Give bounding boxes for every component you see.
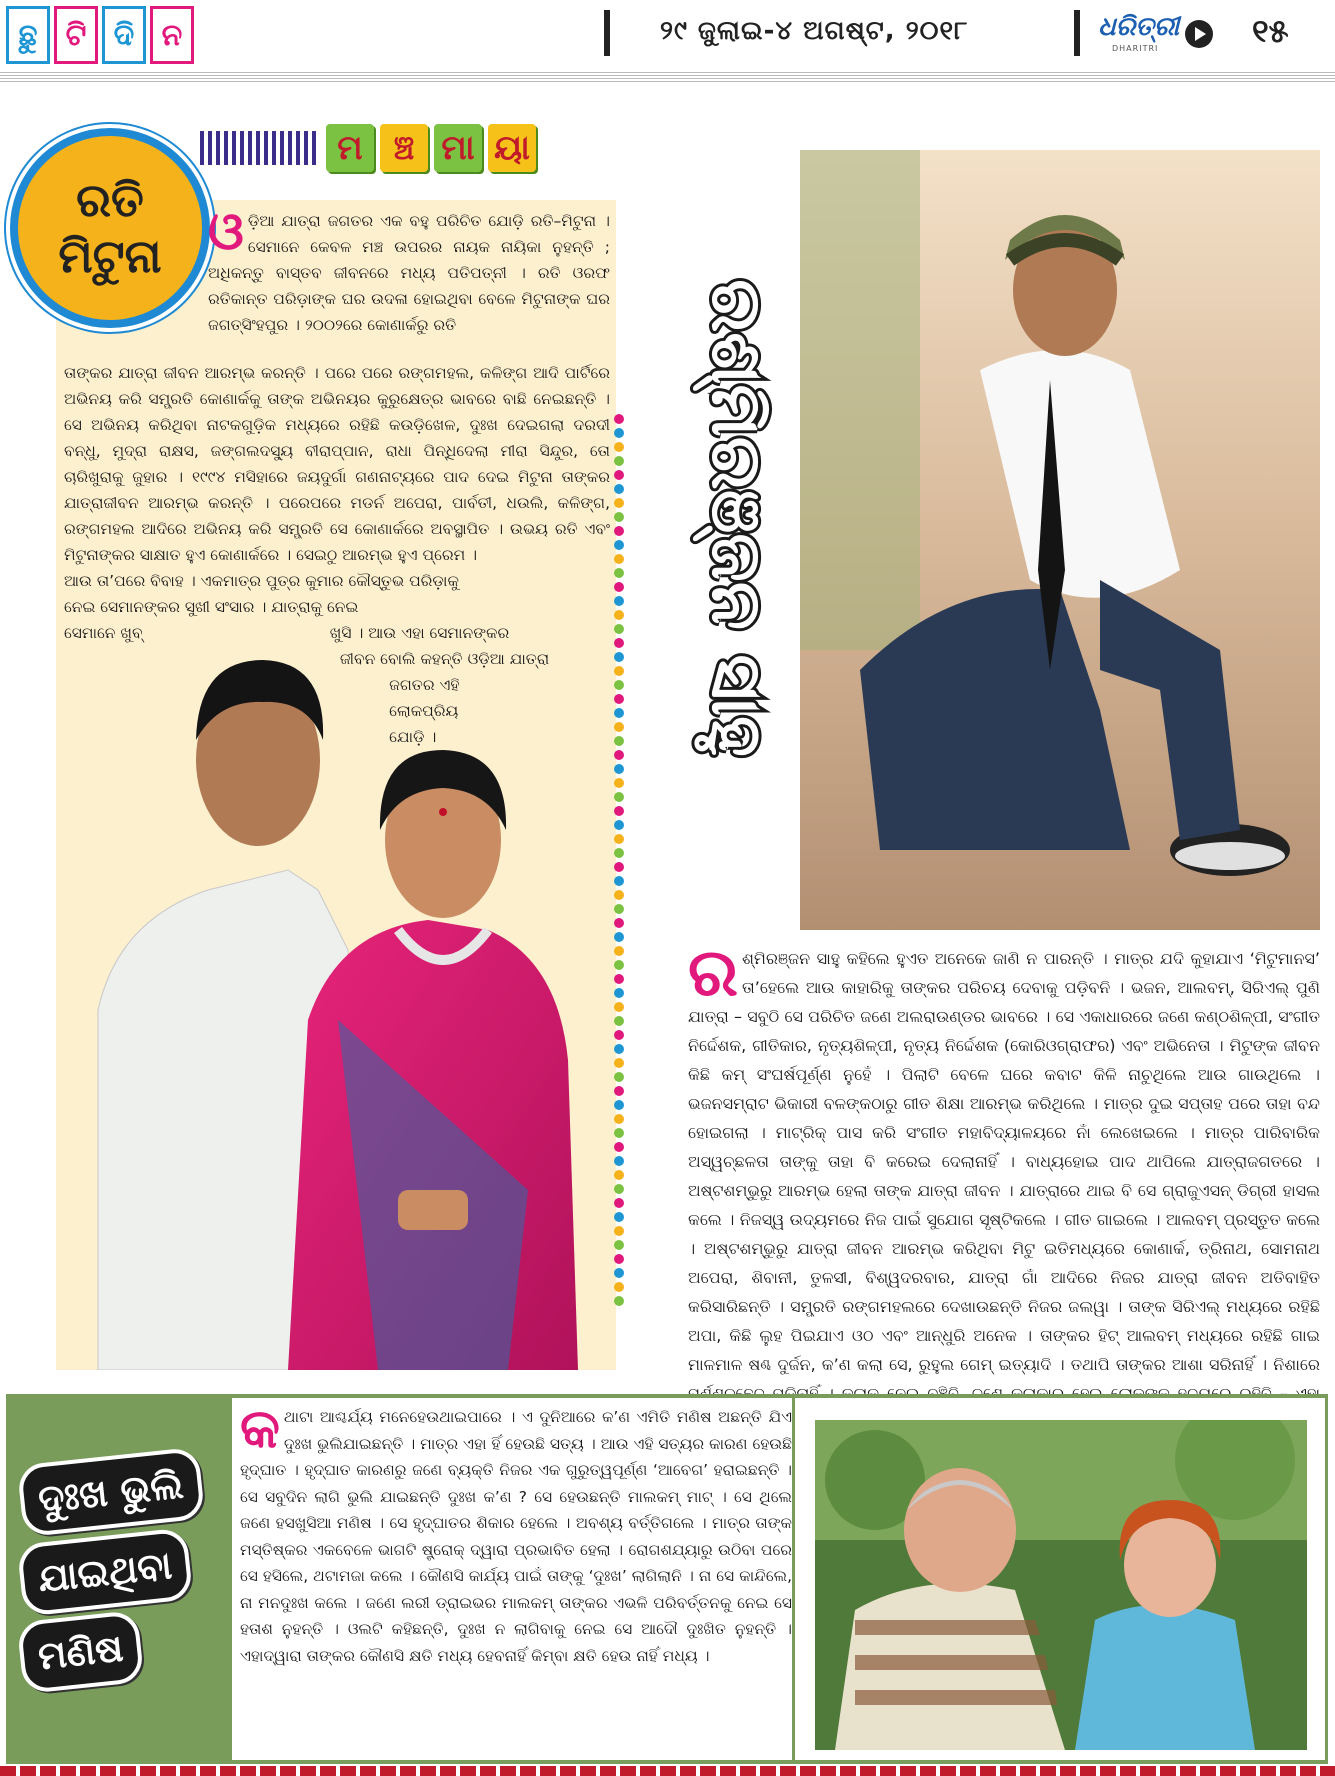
story3-body [240,1397,792,1669]
story1-tail-line: ଜଗତର ଏହି [64,676,460,694]
section-logo-letter: ଦି [102,6,146,64]
story1-tail-line: ସେମାନେ ଖୁବ୍ ଖୁସି । ଆଉ ଏହା ସେମାନଙ୍କର [64,624,510,642]
story1-drop-cap: ଓ [208,202,244,262]
brand-logo-sub: DHARITRI [1112,44,1159,53]
story1-tail-line: ଜୀବନ ବୋଲି କହନ୍ତି ଓଡ଼ିଆ ଯାତ୍ରା [64,650,550,668]
page-header [0,0,1335,72]
story3-title-line: ଯାଇଥିବା [17,1527,194,1616]
column-label-letter: ୟା [488,124,536,172]
section-logo-letter: ନ [150,6,194,64]
story3-title-line: ମଣିଷ [17,1610,145,1694]
story1-intro-text: ଡ଼ିଆ ଯାତ୍ରା ଜଗତର ଏକ ବହୁ ପରିଚିତ ଯୋଡ଼ି ରତି–ମିଟୁନା । ସେମାନେ କେବଳ ମଞ୍ଚ ଉପରର ନାୟକ ନାୟିକା ନୁହନ୍ତି ; ଅଧିକନ୍ତୁ ବାସ୍ତବ ଜୀବନରେ ମଧ୍ୟ ପତିପତ୍ନୀ । ରତି ଓରଫ ରତିକାନ୍ତ ପରିଡ଼ାଙ୍କ ଘର ଉଦଳା ହୋଇଥିବା ବେଳେ ମିଟୁନାଙ୍କ ଘର ଜଗତ୍‌ସିଂହପୁର । ୨୦୦୨ରେ କୋଣାର୍କରୁ ରତି [208,212,610,334]
column-label-letter: ମ [326,124,374,172]
column-label-letter: ମା [434,124,482,172]
story1-title-line: ମିଟୁନା [58,229,162,283]
elderly-couple-photo [815,1420,1307,1750]
story3-drop-cap: କ [240,1397,280,1460]
story1-tail-line: ଯୋଡ଼ି । [64,728,437,746]
section-logo [6,6,194,64]
story2-body-text: ଶ୍ମିରଞ୍ଜନ ସାହୁ କହିଲେ ହୁଏତ ଅନେକେ ଜାଣି ନ ପାରନ୍ତି । ମାତ୍ର ଯଦି କୁହାଯାଏ ‘ମିଟୁମାନସ’ ତା’ହେଲେ ଆଉ କାହାରିକୁ ତାଙ୍କର ପରିଚୟ ଦେବାକୁ ପଡ଼ିବନି । ଭଜନ, ଆଲବମ୍, ସିରିଏଲ୍ ପୁଣି ଯାତ୍ରା – ସବୁଠି ସେ ପରିଚିତ ଜଣେ ଅଲରାଉଣ୍ଡର ଭାବରେ । ସେ ଏକାଧାରରେ ଜଣେ କଣ୍ଠଶିଳ୍ପୀ, ସଂଗୀତ ନିର୍ଦ୍ଦେଶକ, ଗୀତିକାର, ନୃତ୍ୟଶିଳ୍ପୀ, ନୃତ୍ୟ ନିର୍ଦ୍ଦେଶକ (କୋରିଓଗ୍ରାଫର) ଏବଂ ଅଭିନେତା । ମିଟୁଙ୍କ ଜୀବନ କିଛି କମ୍ ସଂଘର୍ଷପୂର୍ଣ୍ଣ ନୁହେଁ । ପିଲାଟି ବେଳେ ଘରେ କବାଟ କିଳି ନାଚୁଥିଲେ ଆଉ ଗାଉଥିଲେ । ଭଜନସମ୍ରାଟ ଭିକାରୀ ବଳଙ୍କଠାରୁ ଗୀତ ଶିକ୍ଷା ଆରମ୍ଭ କରିଥିଲେ । ମାତ୍ର ଦୁଇ ସପ୍ତାହ ପରେ ତାହା ବନ୍ଦ ହୋଇଗଲା । ମାଟ୍ରିକ୍ ପାସ କରି ସଂଗୀତ ମହାବିଦ୍ୟାଳୟରେ ନାଁ ଲେଖେଇଲେ । ମାତ୍ର ପାରିବାରିକ ଅସ୍ୱଚ୍ଛଳତା ତାଙ୍କୁ ତାହା ବି କରେଇ ଦେଲାନାହିଁ । ବାଧ୍ୟହୋଇ ପାଦ ଥାପିଲେ ଯାତ୍ରାଜଗତରେ । ଅଷ୍ଟଶମ୍ଭୁରୁ ଆରମ୍ଭ ହେଲା ତାଙ୍କ ଯାତ୍ରା ଜୀବନ । ଯାତ୍ରାରେ ଥାଇ ବି ସେ ଗ୍ରାଜୁଏସନ୍ ଡିଗ୍ରୀ ହାସଲ କଲେ । ନିଜସ୍ୱ ଉଦ୍ୟମରେ ନିଜ ପାଇଁ ସୁଯୋଗ ସୃଷ୍ଟିକଲେ । ଗୀତ ଗାଇଲେ । ଆଲବମ୍ ପ୍ରସ୍ତୁତ କଲେ । ଅଷ୍ଟଶମ୍ଭୁରୁ ଯାତ୍ରା ଜୀବନ ଆରମ୍ଭ କରିଥିବା ମିଟୁ ଇତିମଧ୍ୟରେ କୋଣାର୍କ, ତ୍ରିନାଥ, ସୋମନାଥ ଅପେରା, ଶିବାନୀ, ତୁଳସୀ, ବିଶ୍ୱଦରବାର, ଯାତ୍ରା ଗାଁ ଆଦିରେ ନିଜର ଯାତ୍ରା ଜୀବନ ଅତିବାହିତ କରିସାରିଛନ୍ତି । ସମ୍ପ୍ରତି ରଙ୍ଗମହଲରେ ଦେଖାଉଛନ୍ତି ନିଜର ଜଲୱା । ତାଙ୍କ ସିରିଏଲ୍ ମଧ୍ୟରେ ରହିଛି ଅପା, କିଛି ଲୁହ ପିଇଯାଏ ଓଠ ଏବଂ ଆନ୍ଧୁରି ଅନେକ । ତାଙ୍କର ହିଟ୍ ଆଲବମ୍ ମଧ୍ୟରେ ରହିଛି ଗାଇ ମାଳମାଳ ଷଣ୍ଢ ଦୁର୍ଜନ, କ’ଣ କଲା ସେ, ରୁହୁଲ ଗେମ୍ ଇତ୍ୟାଦି । ତଥାପି ତାଙ୍କର ଆଶା ସରିନାହିଁ । ନିଶାରେ [688,949,1320,1374]
story1-body: ତାଙ୍କର ଯାତ୍ରା ଜୀବନ ଆରମ୍ଭ କରନ୍ତି । ପରେ ପରେ ରଙ୍ଗମହଲ, କଳିଙ୍ଗ ଆଦି ପାର୍ଟିରେ ଅଭିନୟ କରି ସମ୍ପ୍ରତି କୋଣାର୍କକୁ ତାଙ୍କ ଅଭିନୟର କୁରୁକ୍ଷେତ୍ର ଭାବରେ ବାଛି ନେଇଛନ୍ତି । ସେ ଅଭିନୟ କରିଥିବା ନାଟକଗୁଡ଼ିକ ମଧ୍ୟରେ ରହିଛି କଉଡ଼ିଖେଳ, ଦୁଃଖ ଦେଇଗଲା ଦରଦୀ ବନ୍ଧୁ, ମୁଦ୍ରା ରାକ୍ଷସ, ଜଙ୍ଗଲଦସ୍ୟୁ ବୀରାପ୍ପାନ, ରାଧା ପିନ୍ଧିଦେଲା ମୀରା ସିନ୍ଦୁର, ତୋ ଚାରିଖୁରାକୁ ଜୁହାର । ୧୯୯୪ ମସିହାରେ ଜୟଦୁର୍ଗା ଗଣନାଟ୍ୟରେ ପାଦ ଦେଇ ମିଟୁନା ତାଙ୍କର ଯାତ୍ରାଜୀବନ ଆରମ୍ଭ କରନ୍ତି । ପରେପରେ ମଡର୍ନ ଅପେରା, ପାର୍ବତୀ, ଧଉଲି, କଳିଙ୍ଗ, ରଙ୍ଗମହଲ ଆଦିରେ ଅଭିନୟ କରି ସମ୍ପ୍ରତି ସେ କୋଣାର୍କରେ ଅବସ୍ଥାପିତ । ଉଭୟ ରତି ଏବଂ ମିଟୁନାଙ୍କର ସାକ୍ଷାତ ହୁଏ କୋଣାର୍କରେ । ସେଇଠୁ ଆରମ୍ଭ ହୁଏ ପ୍ରେମ । [64,364,610,564]
decorative-dashes [200,131,320,165]
story2-title-text: ରଶ୍ମିରଞ୍ଜନ ସାହୁ [695,279,778,757]
section-logo-letter: ଟି [54,6,98,64]
decorative-dot-column [614,410,628,1310]
story3-body-text: ଥାଟା ଆଶ୍ଚର୍ଯ୍ୟ ମନେହେଉଥାଇପାରେ । ଏ ଦୁନିଆରେ କ’ଣ ଏମିତି ମଣିଷ ଅଛନ୍ତି ଯିଏ ଦୁଃଖ ଭୁଲିଯାଇଛନ୍ତି । ମାତ୍ର ଏହା ହିଁ ହେଉଛି ସତ୍ୟ । ଆଉ ଏହି ସତ୍ୟର କାରଣ ହେଉଛି ହୃଦ୍‌ଘାତ । ହୃଦ୍‌ଘାତ କାରଣରୁ ଜଣେ ବ୍ୟକ୍ତି ନିଜର ଏକ ଗୁରୁତ୍ୱପୂର୍ଣ୍ଣ ‘ଆବେଗ’ ହରାଇଛନ୍ତି । ସେ ସବୁଦିନ ଲାଗି ଭୁଲି ଯାଇଛନ୍ତି ଦୁଃଖ କ’ଣ ? ସେ ହେଉଛନ୍ତି ମାଲକମ୍ ମାଟ୍ । ସେ ଥିଲେ ଜଣେ ହସଖୁସିଆ ମଣିଷ । ସେ ହୃଦ୍‌ଘାତର ଶିକାର ହେଲେ । ଅବଶ୍ୟ ବର୍ତ୍ତିଗଲେ । ମାତ୍ର ତାଙ୍କ ମସ୍ତିଷ୍କର ଏକବେଳେ ଭାଗଟି ଷ୍ଟ୍ରୋକ୍ ଦ୍ୱାରା ପ୍ରଭାବିତ ହେଲା । ରୋଗଶଯ୍ୟାରୁ ଉଠିବା ପରେ ସେ ହସିଲେ, ଥଟାମଜା କଲେ । କୌଣସି କାର୍ଯ୍ୟ ପାଇଁ ତାଙ୍କୁ ‘ଦୁଃଖ’ ଲାଗିଲାନି । ନା ସେ କାନ୍ଦିଲେ, ନା ମନଦୁଃଖ କଲେ । ଜଣେ ଲରୀ ଡ୍ରାଇଭର ମାଲକମ୍ ତାଙ୍କର ଏଭଳି ପରିବର୍ତ୍ତନକୁ ନେଇ ସେ ହତାଶ ନୁହନ୍ତି । ଓଲଟି କହିଛନ୍ତି, ଦୁଃଖ ନ ଲାଗିବାକୁ ନେଇ ସେ ଆଦୌ ଦୁଃଖିତ ନୁହନ୍ତି । ଏହାଦ୍ୱାରା ତାଙ୍କର କୌଣସି କ୍ଷତି ମଧ୍ୟ ହେବନାହିଁ କିମ୍ବା କ୍ଷତି ହେଉ ନାହିଁ ମଧ୍ୟ । [240,1408,792,1665]
actor-photo [800,150,1320,930]
story1-intro [208,202,610,338]
story2-drop-cap: ର [688,934,739,1011]
story1-tail-line: ନେଇ ସେମାନଙ୍କର ସୁଖୀ ସଂସାର । ଯାତ୍ରାକୁ ନେଇ [64,598,359,616]
header-divider [604,10,610,56]
footer-rule [0,1766,1335,1776]
story2-body [688,934,1320,1437]
brand-logo: ଧରିତ୍ରୀ [1098,12,1180,42]
header-divider [1074,10,1080,56]
play-arrow-icon [1185,20,1213,48]
column-label-letter: ଞ୍ଚ [380,124,428,172]
header-rule [0,72,1335,82]
story1-title-badge [10,128,210,328]
section-logo-letter: ଛୁ [6,6,50,64]
page-number: ୧୫ [1252,12,1289,50]
column-label [200,124,542,172]
issue-date: ୨୯ ଜୁଲାଇ-୪ ଅଗଷ୍ଟ, ୨୦୧୮ [660,16,969,46]
story1-tail-line: ଆଉ ତା’ପରେ ବିବାହ । ଏକମାତ୍ର ପୁତ୍ର କୁମାର କୌସ୍ତୁଭ ପରିଡ଼ାକୁ [64,572,459,590]
story3-title [20,1452,230,1692]
story1-tail-line: ଲୋକପ୍ରିୟ [64,702,459,720]
story3-title-line: ଦୁଃଖ ଭୁଲି [17,1447,205,1538]
story2-title [672,168,792,868]
story1-title-line: ରତି [76,173,144,227]
story1-tail [64,568,610,750]
